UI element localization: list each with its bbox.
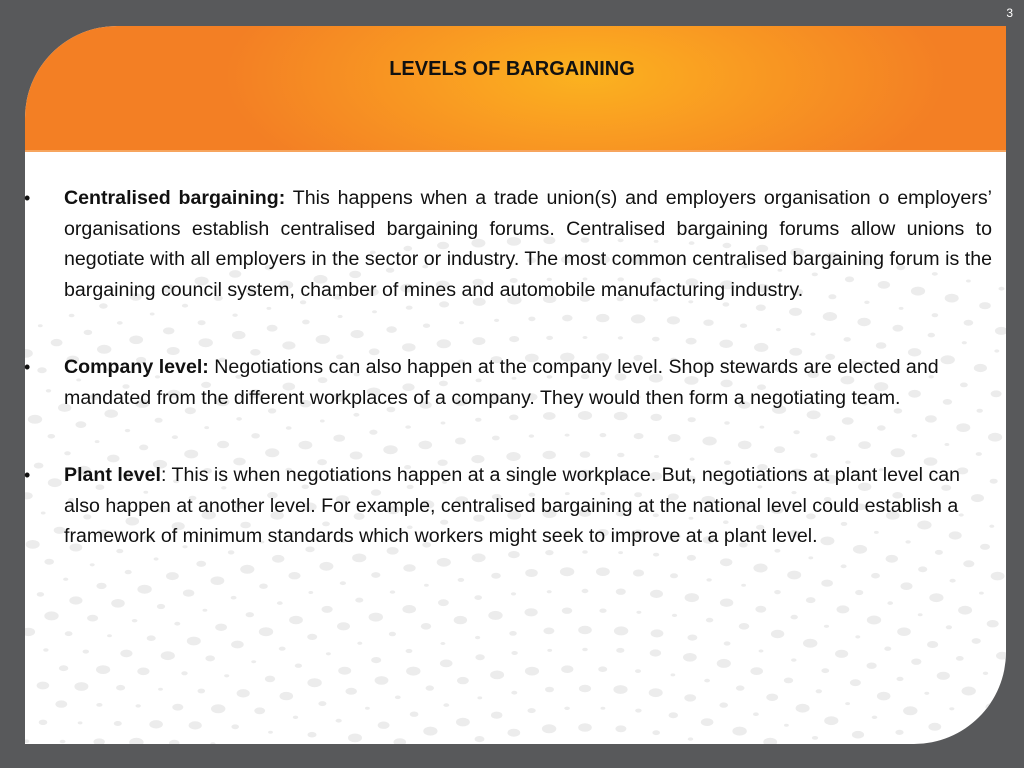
- bullet-icon: •: [24, 357, 31, 377]
- bullet-heading: Plant level: [64, 464, 161, 486]
- bullet-text: : This is when negotiations happen at a single workplace. But, negotiations at plant level can also happen at another level. For example, centralised bargaining at the national level could establish a framework of minimum standards which workers might seek to improve at a plant level.: [64, 464, 961, 547]
- bullet-heading: Company level:: [64, 356, 209, 378]
- bullet-centralised-bargaining: [24, 183, 992, 305]
- bullet-icon: •: [24, 188, 31, 208]
- bullet-text: This happens when a trade union(s) and employers organisation o employers’ organisations establish centralised bargaining forums. Centralised bargaining forums allow unions to negotiate with all employers in the sector or industry. The most common centralised bargaining forum is the bargaining council system, chamber of mines and automobile manufacturing industry.: [64, 187, 992, 301]
- bullet-plant-level: [24, 460, 992, 552]
- bullet-icon: •: [24, 465, 31, 485]
- bullet-list: [24, 183, 992, 552]
- corner-page-number: 3: [1006, 6, 1013, 20]
- slide-number: 3: [972, 725, 980, 740]
- bullet-text: Negotiations can also happen at the company level. Shop stewards are elected and mandated from the different workplaces of a company. They would then form a negotiating team.: [64, 356, 939, 409]
- title-banner: [25, 26, 1006, 152]
- bullet-heading: Centralised bargaining:: [64, 187, 286, 209]
- bullet-company-level: [24, 352, 992, 413]
- slide-title: LEVELS OF BARGAINING: [389, 58, 635, 80]
